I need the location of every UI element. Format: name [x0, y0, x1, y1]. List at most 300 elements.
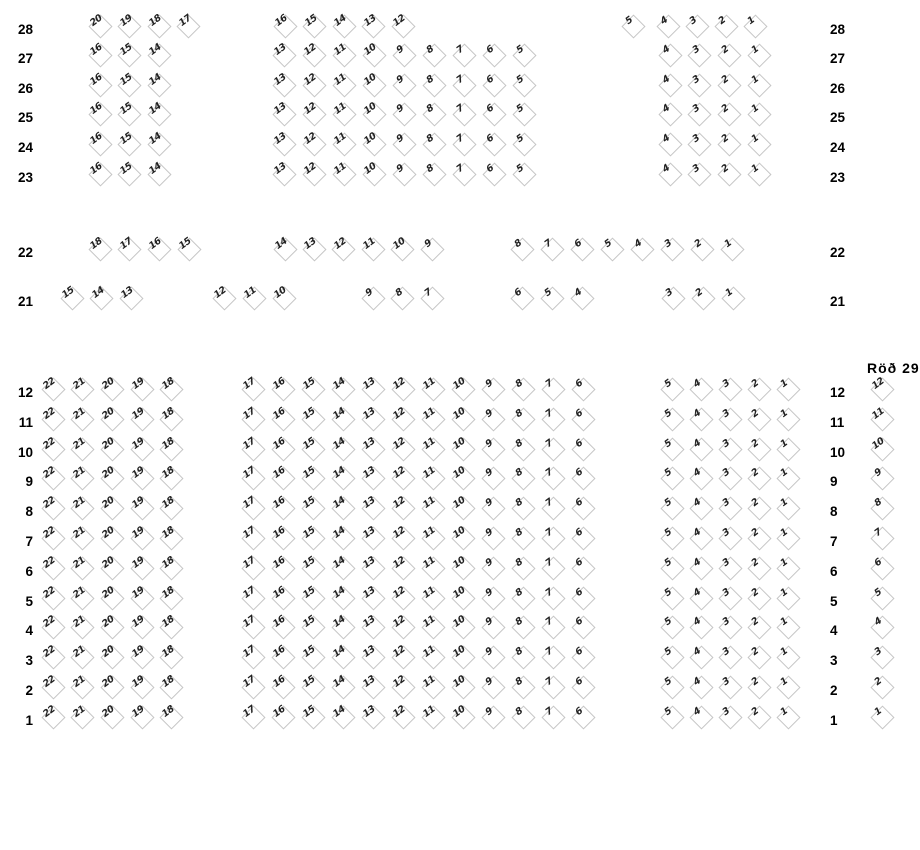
seat[interactable]	[392, 162, 416, 186]
seat[interactable]	[571, 705, 595, 729]
seat[interactable]	[331, 407, 355, 431]
seat[interactable]	[272, 102, 296, 126]
seat[interactable]	[420, 237, 444, 261]
seat[interactable]	[332, 132, 356, 156]
seat[interactable]	[41, 615, 65, 639]
seat[interactable]	[421, 526, 445, 550]
seat[interactable]	[361, 466, 385, 490]
seat[interactable]	[660, 496, 684, 520]
seat[interactable]	[451, 615, 475, 639]
seat[interactable]	[41, 466, 65, 490]
seat[interactable]	[870, 437, 894, 461]
seat[interactable]	[660, 615, 684, 639]
seat[interactable]	[391, 705, 415, 729]
seat[interactable]	[130, 437, 154, 461]
seat[interactable]	[147, 102, 171, 126]
seat[interactable]	[689, 466, 713, 490]
seat[interactable]	[118, 43, 142, 67]
seat[interactable]	[130, 377, 154, 401]
seat[interactable]	[422, 102, 446, 126]
seat[interactable]	[421, 615, 445, 639]
seat[interactable]	[241, 377, 265, 401]
seat[interactable]	[391, 496, 415, 520]
seat[interactable]	[481, 675, 505, 699]
seat[interactable]	[130, 466, 154, 490]
seat[interactable]	[391, 526, 415, 550]
seat[interactable]	[510, 237, 534, 261]
seat[interactable]	[241, 496, 265, 520]
seat[interactable]	[301, 437, 325, 461]
seat[interactable]	[147, 237, 171, 261]
seat[interactable]	[571, 645, 595, 669]
seat[interactable]	[301, 377, 325, 401]
seat[interactable]	[41, 645, 65, 669]
seat[interactable]	[130, 615, 154, 639]
seat[interactable]	[391, 407, 415, 431]
seat[interactable]	[512, 73, 536, 97]
seat[interactable]	[100, 377, 124, 401]
seat[interactable]	[177, 237, 201, 261]
seat[interactable]	[302, 73, 326, 97]
seat[interactable]	[571, 437, 595, 461]
seat[interactable]	[421, 466, 445, 490]
seat[interactable]	[391, 286, 415, 310]
seat[interactable]	[361, 526, 385, 550]
seat[interactable]	[660, 377, 684, 401]
seat[interactable]	[660, 645, 684, 669]
seat[interactable]	[71, 407, 95, 431]
seat[interactable]	[41, 377, 65, 401]
seat[interactable]	[541, 466, 565, 490]
seat[interactable]	[41, 437, 65, 461]
seat[interactable]	[718, 586, 742, 610]
seat[interactable]	[331, 586, 355, 610]
seat[interactable]	[241, 466, 265, 490]
seat[interactable]	[717, 73, 741, 97]
seat[interactable]	[88, 43, 112, 67]
seat[interactable]	[481, 437, 505, 461]
seat[interactable]	[130, 675, 154, 699]
seat[interactable]	[747, 73, 771, 97]
seat[interactable]	[481, 526, 505, 550]
seat[interactable]	[100, 675, 124, 699]
seat[interactable]	[422, 162, 446, 186]
seat[interactable]	[691, 286, 715, 310]
seat[interactable]	[689, 377, 713, 401]
seat[interactable]	[510, 286, 534, 310]
seat[interactable]	[512, 162, 536, 186]
seat[interactable]	[571, 586, 595, 610]
seat[interactable]	[242, 286, 266, 310]
seat[interactable]	[303, 14, 327, 38]
seat[interactable]	[331, 377, 355, 401]
seat[interactable]	[391, 377, 415, 401]
seat[interactable]	[658, 43, 682, 67]
seat[interactable]	[271, 586, 295, 610]
seat[interactable]	[421, 675, 445, 699]
seat[interactable]	[100, 615, 124, 639]
seat[interactable]	[870, 466, 894, 490]
seat[interactable]	[776, 615, 800, 639]
seat[interactable]	[160, 526, 184, 550]
seat[interactable]	[362, 14, 386, 38]
seat[interactable]	[717, 102, 741, 126]
seat[interactable]	[870, 526, 894, 550]
seat[interactable]	[160, 675, 184, 699]
seat[interactable]	[689, 615, 713, 639]
seat[interactable]	[660, 466, 684, 490]
seat[interactable]	[331, 615, 355, 639]
seat[interactable]	[747, 496, 771, 520]
seat[interactable]	[685, 14, 709, 38]
seat[interactable]	[271, 675, 295, 699]
seat[interactable]	[100, 645, 124, 669]
seat[interactable]	[361, 286, 385, 310]
seat[interactable]	[147, 162, 171, 186]
seat[interactable]	[362, 102, 386, 126]
seat[interactable]	[718, 615, 742, 639]
seat[interactable]	[241, 675, 265, 699]
seat[interactable]	[271, 705, 295, 729]
seat[interactable]	[241, 645, 265, 669]
seat[interactable]	[100, 437, 124, 461]
seat[interactable]	[452, 102, 476, 126]
seat[interactable]	[271, 556, 295, 580]
seat[interactable]	[130, 407, 154, 431]
seat[interactable]	[421, 556, 445, 580]
seat[interactable]	[41, 556, 65, 580]
seat[interactable]	[451, 407, 475, 431]
seat[interactable]	[481, 645, 505, 669]
seat[interactable]	[212, 286, 236, 310]
seat[interactable]	[302, 43, 326, 67]
seat[interactable]	[451, 675, 475, 699]
seat[interactable]	[271, 526, 295, 550]
seat[interactable]	[658, 162, 682, 186]
seat[interactable]	[301, 407, 325, 431]
seat[interactable]	[421, 645, 445, 669]
seat[interactable]	[241, 437, 265, 461]
seat[interactable]	[361, 407, 385, 431]
seat[interactable]	[100, 705, 124, 729]
seat[interactable]	[689, 556, 713, 580]
seat[interactable]	[511, 466, 535, 490]
seat[interactable]	[570, 286, 594, 310]
seat[interactable]	[422, 132, 446, 156]
seat[interactable]	[481, 615, 505, 639]
seat[interactable]	[362, 73, 386, 97]
seat[interactable]	[331, 675, 355, 699]
seat[interactable]	[776, 526, 800, 550]
seat[interactable]	[571, 407, 595, 431]
seat[interactable]	[71, 437, 95, 461]
seat[interactable]	[452, 162, 476, 186]
seat[interactable]	[272, 286, 296, 310]
seat[interactable]	[302, 237, 326, 261]
seat[interactable]	[88, 102, 112, 126]
seat[interactable]	[747, 162, 771, 186]
seat[interactable]	[776, 437, 800, 461]
seat[interactable]	[331, 496, 355, 520]
seat[interactable]	[361, 705, 385, 729]
seat[interactable]	[100, 496, 124, 520]
seat[interactable]	[88, 14, 112, 38]
seat[interactable]	[71, 586, 95, 610]
seat[interactable]	[301, 556, 325, 580]
seat[interactable]	[160, 615, 184, 639]
seat[interactable]	[118, 14, 142, 38]
seat[interactable]	[130, 645, 154, 669]
seat[interactable]	[747, 102, 771, 126]
seat[interactable]	[689, 705, 713, 729]
seat[interactable]	[717, 162, 741, 186]
seat[interactable]	[717, 132, 741, 156]
seat[interactable]	[481, 377, 505, 401]
seat[interactable]	[541, 705, 565, 729]
seat[interactable]	[541, 407, 565, 431]
seat[interactable]	[302, 162, 326, 186]
seat[interactable]	[511, 705, 535, 729]
seat[interactable]	[660, 586, 684, 610]
seat[interactable]	[391, 466, 415, 490]
seat[interactable]	[301, 526, 325, 550]
seat[interactable]	[747, 437, 771, 461]
seat[interactable]	[718, 496, 742, 520]
seat[interactable]	[41, 586, 65, 610]
seat[interactable]	[332, 102, 356, 126]
seat[interactable]	[660, 675, 684, 699]
seat[interactable]	[301, 586, 325, 610]
seat[interactable]	[130, 526, 154, 550]
seat[interactable]	[541, 437, 565, 461]
seat[interactable]	[511, 615, 535, 639]
seat[interactable]	[776, 496, 800, 520]
seat[interactable]	[272, 132, 296, 156]
seat[interactable]	[870, 556, 894, 580]
seat[interactable]	[452, 132, 476, 156]
seat[interactable]	[718, 377, 742, 401]
seat[interactable]	[690, 237, 714, 261]
seat[interactable]	[118, 237, 142, 261]
seat[interactable]	[481, 556, 505, 580]
seat[interactable]	[160, 496, 184, 520]
seat[interactable]	[361, 437, 385, 461]
seat[interactable]	[160, 377, 184, 401]
seat[interactable]	[420, 286, 444, 310]
seat[interactable]	[331, 705, 355, 729]
seat[interactable]	[660, 705, 684, 729]
seat[interactable]	[776, 645, 800, 669]
seat[interactable]	[541, 377, 565, 401]
seat[interactable]	[482, 43, 506, 67]
seat[interactable]	[160, 466, 184, 490]
seat[interactable]	[570, 237, 594, 261]
seat[interactable]	[100, 586, 124, 610]
seat[interactable]	[451, 377, 475, 401]
seat[interactable]	[660, 437, 684, 461]
seat[interactable]	[361, 496, 385, 520]
seat[interactable]	[160, 556, 184, 580]
seat[interactable]	[421, 407, 445, 431]
seat[interactable]	[688, 162, 712, 186]
seat[interactable]	[392, 43, 416, 67]
seat[interactable]	[630, 237, 654, 261]
seat[interactable]	[241, 586, 265, 610]
seat[interactable]	[160, 645, 184, 669]
seat[interactable]	[451, 496, 475, 520]
seat[interactable]	[302, 132, 326, 156]
seat[interactable]	[511, 645, 535, 669]
seat[interactable]	[718, 556, 742, 580]
seat[interactable]	[721, 286, 745, 310]
seat[interactable]	[71, 645, 95, 669]
seat[interactable]	[776, 675, 800, 699]
seat[interactable]	[481, 496, 505, 520]
seat[interactable]	[332, 14, 356, 38]
seat[interactable]	[541, 675, 565, 699]
seat[interactable]	[452, 73, 476, 97]
seat[interactable]	[241, 556, 265, 580]
seat[interactable]	[689, 586, 713, 610]
seat[interactable]	[747, 43, 771, 67]
seat[interactable]	[870, 675, 894, 699]
seat[interactable]	[391, 437, 415, 461]
seat[interactable]	[451, 586, 475, 610]
seat[interactable]	[361, 556, 385, 580]
seat[interactable]	[160, 586, 184, 610]
seat[interactable]	[747, 615, 771, 639]
seat[interactable]	[391, 14, 415, 38]
seat[interactable]	[571, 675, 595, 699]
seat[interactable]	[571, 466, 595, 490]
seat[interactable]	[41, 675, 65, 699]
seat[interactable]	[90, 286, 114, 310]
seat[interactable]	[71, 377, 95, 401]
seat[interactable]	[160, 437, 184, 461]
seat[interactable]	[481, 705, 505, 729]
seat[interactable]	[621, 14, 645, 38]
seat[interactable]	[661, 286, 685, 310]
seat[interactable]	[421, 705, 445, 729]
seat[interactable]	[147, 14, 171, 38]
seat[interactable]	[331, 437, 355, 461]
seat[interactable]	[361, 615, 385, 639]
seat[interactable]	[301, 496, 325, 520]
seat[interactable]	[512, 132, 536, 156]
seat[interactable]	[481, 586, 505, 610]
seat[interactable]	[747, 466, 771, 490]
seat[interactable]	[571, 615, 595, 639]
seat[interactable]	[422, 43, 446, 67]
seat[interactable]	[451, 556, 475, 580]
seat[interactable]	[660, 237, 684, 261]
seat[interactable]	[571, 496, 595, 520]
seat[interactable]	[689, 526, 713, 550]
seat[interactable]	[332, 237, 356, 261]
seat[interactable]	[130, 496, 154, 520]
seat[interactable]	[541, 496, 565, 520]
seat[interactable]	[743, 14, 767, 38]
seat[interactable]	[71, 556, 95, 580]
seat[interactable]	[688, 102, 712, 126]
seat[interactable]	[481, 407, 505, 431]
seat[interactable]	[776, 705, 800, 729]
seat[interactable]	[689, 675, 713, 699]
seat[interactable]	[362, 43, 386, 67]
seat[interactable]	[718, 645, 742, 669]
seat[interactable]	[482, 73, 506, 97]
seat[interactable]	[361, 645, 385, 669]
seat[interactable]	[747, 645, 771, 669]
seat[interactable]	[747, 586, 771, 610]
seat[interactable]	[391, 586, 415, 610]
seat[interactable]	[658, 132, 682, 156]
seat[interactable]	[362, 162, 386, 186]
seat[interactable]	[656, 14, 680, 38]
seat[interactable]	[658, 102, 682, 126]
seat[interactable]	[391, 237, 415, 261]
seat[interactable]	[88, 162, 112, 186]
seat[interactable]	[241, 526, 265, 550]
seat[interactable]	[511, 526, 535, 550]
seat[interactable]	[71, 526, 95, 550]
seat[interactable]	[511, 675, 535, 699]
seat[interactable]	[718, 437, 742, 461]
seat[interactable]	[361, 377, 385, 401]
seat[interactable]	[511, 437, 535, 461]
seat[interactable]	[272, 162, 296, 186]
seat[interactable]	[870, 705, 894, 729]
seat[interactable]	[540, 237, 564, 261]
seat[interactable]	[392, 102, 416, 126]
seat[interactable]	[302, 102, 326, 126]
seat[interactable]	[273, 14, 297, 38]
seat[interactable]	[331, 645, 355, 669]
seat[interactable]	[241, 615, 265, 639]
seat[interactable]	[421, 586, 445, 610]
seat[interactable]	[541, 526, 565, 550]
seat[interactable]	[571, 556, 595, 580]
seat[interactable]	[271, 377, 295, 401]
seat[interactable]	[718, 466, 742, 490]
seat[interactable]	[600, 237, 624, 261]
seat[interactable]	[100, 526, 124, 550]
seat[interactable]	[689, 437, 713, 461]
seat[interactable]	[71, 615, 95, 639]
seat[interactable]	[451, 437, 475, 461]
seat[interactable]	[421, 377, 445, 401]
seat[interactable]	[147, 73, 171, 97]
seat[interactable]	[511, 377, 535, 401]
seat[interactable]	[147, 43, 171, 67]
seat[interactable]	[60, 286, 84, 310]
seat[interactable]	[273, 237, 297, 261]
seat[interactable]	[177, 14, 201, 38]
seat[interactable]	[361, 586, 385, 610]
seat[interactable]	[512, 102, 536, 126]
seat[interactable]	[41, 407, 65, 431]
seat[interactable]	[658, 73, 682, 97]
seat[interactable]	[271, 496, 295, 520]
seat[interactable]	[688, 132, 712, 156]
seat[interactable]	[688, 43, 712, 67]
seat[interactable]	[391, 645, 415, 669]
seat[interactable]	[541, 556, 565, 580]
seat[interactable]	[718, 526, 742, 550]
seat[interactable]	[717, 43, 741, 67]
seat[interactable]	[118, 102, 142, 126]
seat[interactable]	[720, 237, 744, 261]
